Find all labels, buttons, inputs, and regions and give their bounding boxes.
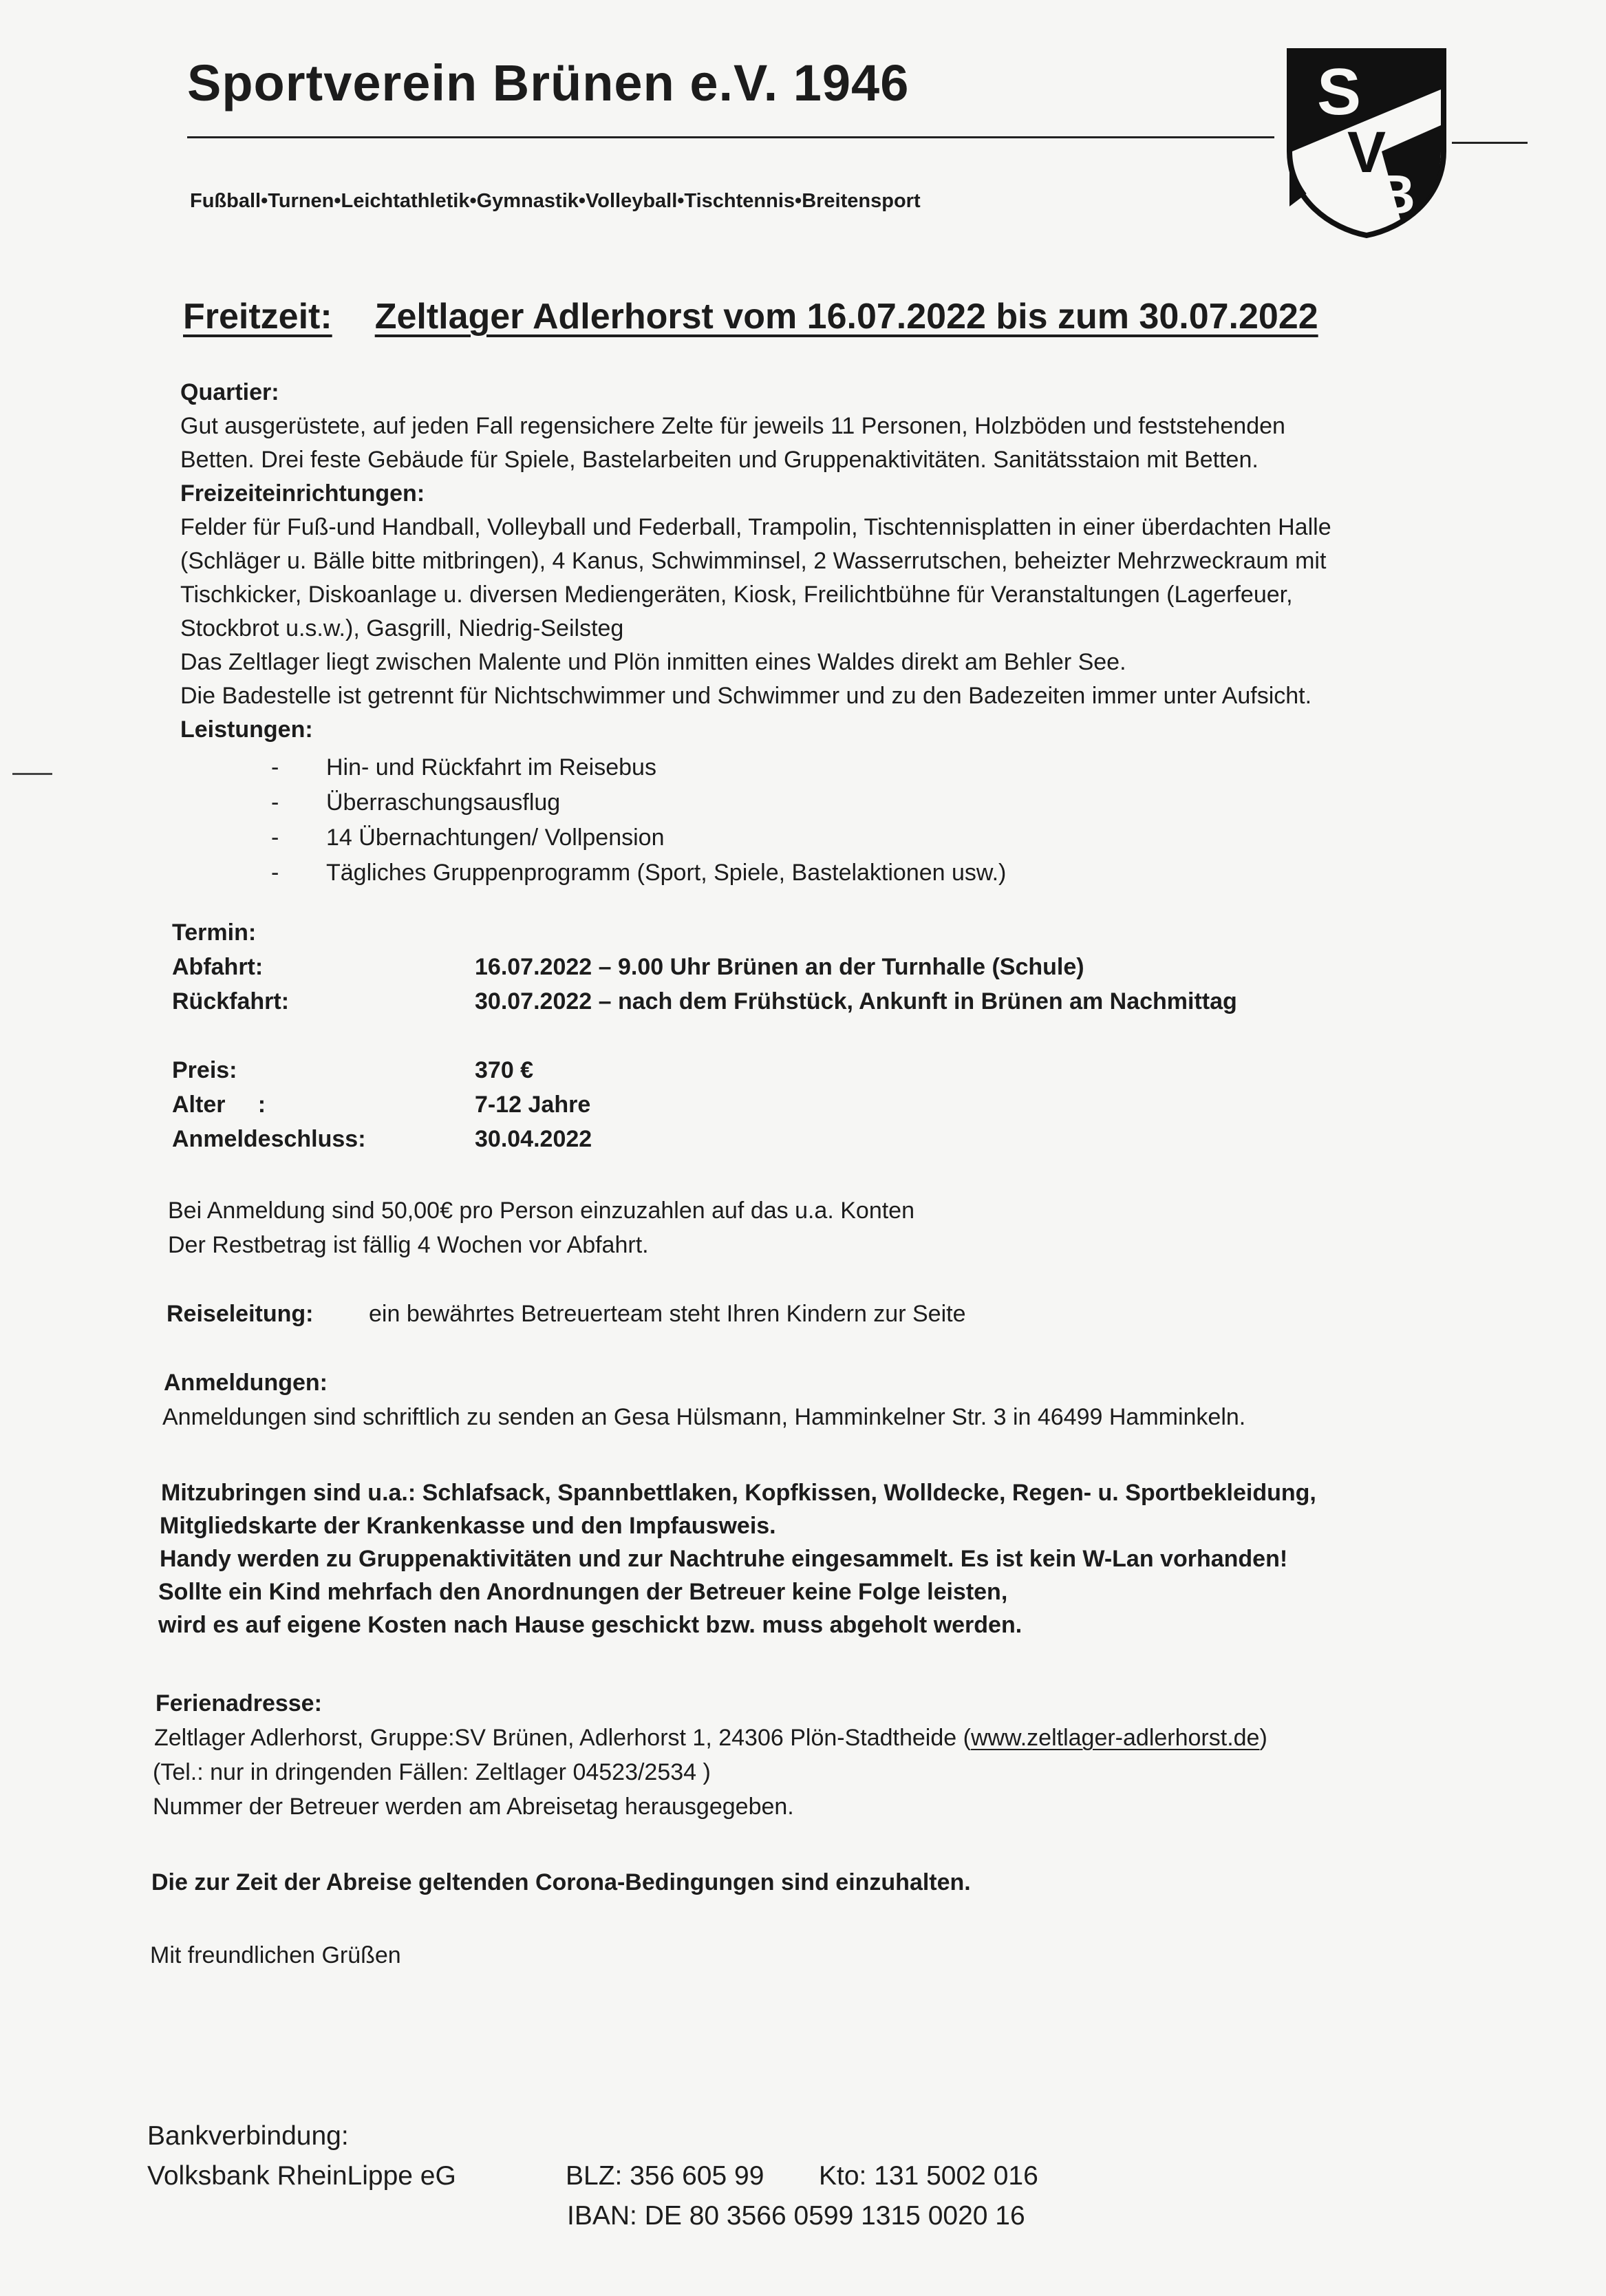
quartier-line: Betten. Drei feste Gebäude für Spiele, Bastelarbeiten und Gruppenaktivitäten. Sanitätsstaion mit Betten.: [180, 447, 1259, 473]
payment-line: Der Restbetrag ist fällig 4 Wochen vor Abfahrt.: [168, 1232, 649, 1258]
mitzubringen-line: Mitgliedskarte der Krankenkasse und den Impfausweis.: [160, 1513, 776, 1539]
reiseleitung-text: ein bewährtes Betreuerteam steht Ihren Kindern zur Seite: [369, 1301, 966, 1327]
quartier-label: Quartier:: [180, 379, 279, 405]
ferienadresse-note: Nummer der Betreuer werden am Abreisetag herausgegeben.: [153, 1794, 794, 1820]
bank-name: Volksbank RheinLippe eG: [147, 2161, 456, 2191]
logo-letter-s: S: [1316, 55, 1362, 129]
margin-mark: [12, 773, 52, 775]
header-rule-right: [1452, 142, 1528, 144]
leistungen-label: Leistungen:: [180, 716, 313, 743]
ferienadresse-label: Ferienadresse:: [156, 1690, 322, 1716]
freizeit-label: Freizeiteinrichtungen:: [180, 480, 425, 507]
mitzubringen-line: wird es auf eigene Kosten nach Hause geschickt bzw. muss abgeholt werden.: [158, 1612, 1023, 1638]
freizeit-line: (Schläger u. Bälle bitte mitbringen), 4 Kanus, Schwimminsel, 2 Wasserrutschen, beheizter Mehrzweckraum mit: [180, 548, 1327, 574]
page-title: [183, 296, 1318, 337]
alter-label: Alter :: [172, 1092, 266, 1118]
list-item: - Überraschungsausflug: [271, 785, 1006, 820]
club-logo: [1285, 48, 1448, 238]
title-text: Zeltlager Adlerhorst vom 16.07.2022 bis zum 30.07.2022: [374, 297, 1318, 337]
bank-iban: IBAN: DE 80 3566 0599 1315 0020 16: [567, 2201, 1025, 2231]
ferienadresse-phone: (Tel.: nur in dringenden Fällen: Zeltlager 04523/2534 ): [153, 1759, 711, 1785]
abfahrt-value: 16.07.2022 – 9.00 Uhr Brünen an der Turnhalle (Schule): [475, 954, 1084, 980]
corona-notice: Die zur Zeit der Abreise geltenden Corona-Bedingungen sind einzuhalten.: [151, 1869, 971, 1895]
rueckfahrt-label: Rückfahrt:: [172, 988, 290, 1014]
ferienadresse-line: [154, 1725, 1267, 1752]
abfahrt-label: Abfahrt:: [172, 954, 264, 980]
preis-value: 370 €: [475, 1057, 534, 1083]
mitzubringen-line: Handy werden zu Gruppenaktivitäten und zur Nachtruhe eingesammelt. Es ist kein W-Lan vorhanden!: [160, 1546, 1288, 1572]
club-name: Sportverein Brünen e.V. 1946: [187, 54, 910, 111]
logo-letter-b: B: [1375, 164, 1415, 225]
leistungen-list: [271, 750, 1006, 891]
anmeldungen-text: Anmeldungen sind schriftlich zu senden an Gesa Hülsmann, Hamminkelner Str. 3 in 46499 Hamminkeln.: [162, 1404, 1246, 1430]
title-label: Freitzeit:: [183, 297, 332, 337]
header-rule: [187, 136, 1274, 138]
closing: Mit freundlichen Grüßen: [150, 1942, 401, 1968]
mitzubringen-line: Mitzubringen sind u.a.: Schlafsack, Spannbettlaken, Kopfkissen, Wolldecke, Regen- u. Sportbekleidung,: [161, 1480, 1316, 1506]
address-text: Zeltlager Adlerhorst, Gruppe:SV Brünen, Adlerhorst 1, 24306 Plön-Stadtheide (: [154, 1725, 971, 1751]
anmeldungen-label: Anmeldungen:: [164, 1370, 328, 1396]
rueckfahrt-value: 30.07.2022 – nach dem Frühstück, Ankunft in Brünen am Nachmittag: [475, 988, 1237, 1014]
bank-kto: Kto: 131 5002 016: [819, 2161, 1038, 2191]
bank-blz: BLZ: 356 605 99: [566, 2161, 764, 2191]
freizeit-line: Das Zeltlager liegt zwischen Malente und Plön inmitten eines Waldes direkt am Behler See.: [180, 649, 1126, 675]
termin-label: Termin:: [172, 920, 257, 946]
reiseleitung-label: Reiseleitung:: [167, 1301, 314, 1327]
preis-label: Preis:: [172, 1057, 237, 1083]
list-item: - 14 Übernachtungen/ Vollpension: [271, 820, 1006, 855]
alter-value: 7-12 Jahre: [475, 1092, 591, 1118]
freizeit-line: Stockbrot u.s.w.), Gasgrill, Niedrig-Seilsteg: [180, 615, 624, 641]
freizeit-line: Die Badestelle ist getrennt für Nichtschwimmer und Schwimmer und zu den Badezeiten immer unter Aufsicht.: [180, 683, 1312, 709]
mitzubringen-line: Sollte ein Kind mehrfach den Anordnungen der Betreuer keine Folge leisten,: [158, 1579, 1008, 1605]
address-end: ): [1259, 1725, 1267, 1751]
list-item: - Hin- und Rückfahrt im Reisebus: [271, 750, 1006, 785]
quartier-line: Gut ausgerüstete, auf jeden Fall regensichere Zelte für jeweils 11 Personen, Holzböden und feststehenden: [180, 413, 1285, 439]
freizeit-line: Tischkicker, Diskoanlage u. diversen Mediengeräten, Kiosk, Freilichtbühne für Veranstaltungen (Lagerfeuer,: [180, 582, 1293, 608]
website-link[interactable]: www.zeltlager-adlerhorst.de: [970, 1725, 1260, 1751]
anmeldeschluss-label: Anmeldeschluss:: [172, 1126, 366, 1152]
logo-letter-v: V: [1347, 120, 1386, 184]
payment-line: Bei Anmeldung sind 50,00€ pro Person einzuzahlen auf das u.a. Konten: [168, 1198, 914, 1224]
info-block: [180, 376, 1501, 747]
list-item: - Tägliches Gruppenprogramm (Sport, Spiele, Bastelaktionen usw.): [271, 855, 1006, 891]
freizeit-line: Felder für Fuß-und Handball, Volleyball und Federball, Trampolin, Tischtennisplatten in einer überdachten Halle: [180, 514, 1331, 540]
anmeldeschluss-value: 30.04.2022: [475, 1126, 592, 1152]
sports-list: Fußball•Turnen•Leichtathletik•Gymnastik•Volleyball•Tischtennis•Breitensport: [190, 190, 921, 212]
bank-label: Bankverbindung:: [147, 2121, 349, 2151]
